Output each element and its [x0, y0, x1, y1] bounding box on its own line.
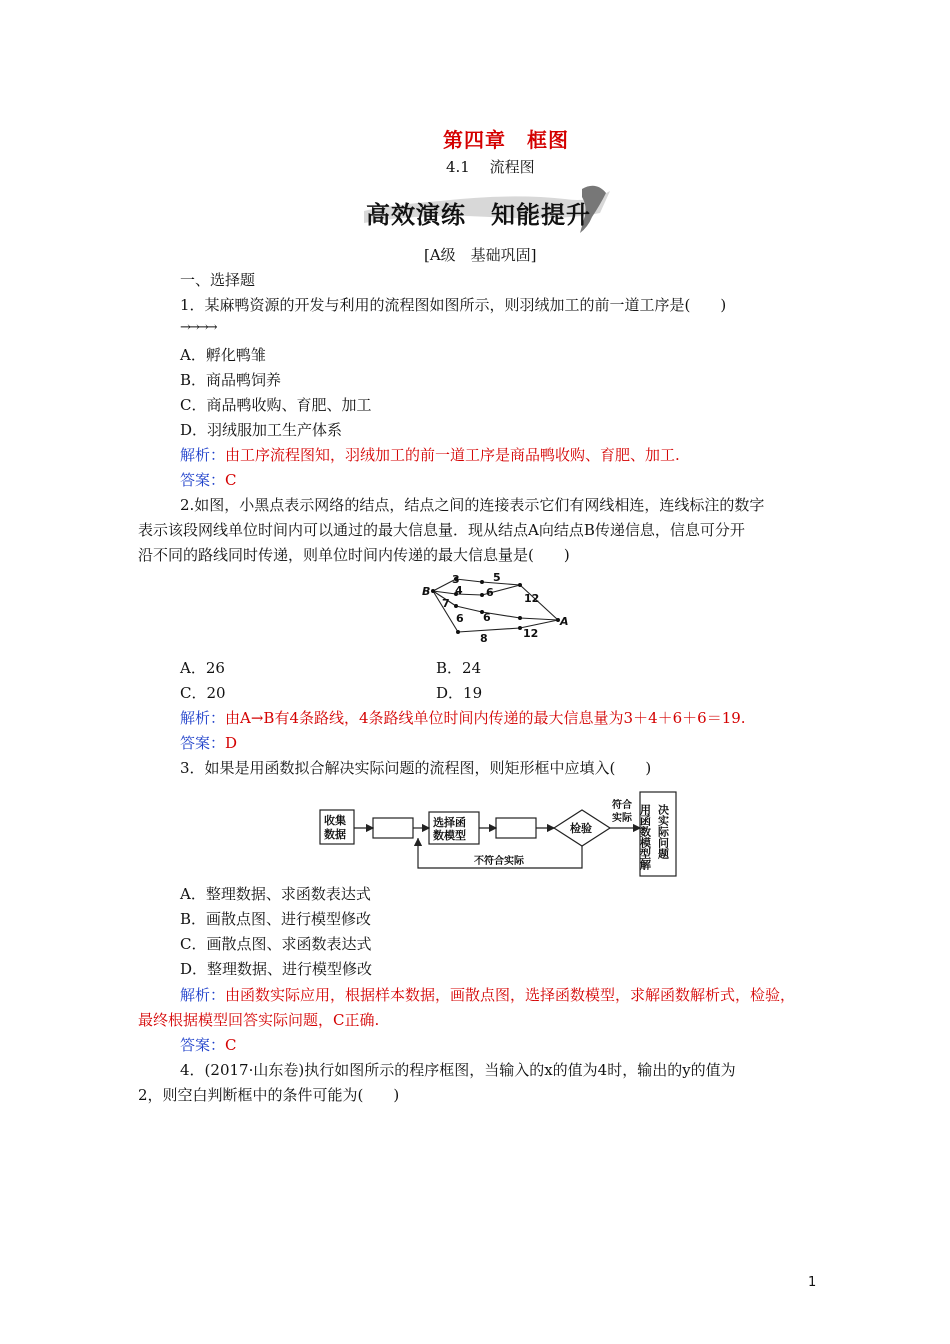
- flow-text: 用函数模型解: [638, 804, 652, 870]
- flow-text: 数据: [324, 828, 346, 841]
- part-heading: 一、选择题: [180, 271, 256, 289]
- q2-network-figure: [420, 570, 580, 646]
- answer-value: D: [225, 734, 238, 752]
- q1-arrows: →→→→: [180, 320, 216, 335]
- flow-text: 选择函: [433, 816, 466, 829]
- analysis-text: 由函数实际应用，根据样本数据，画散点图，选择函数模型，求解函数解析式，检验，: [225, 986, 796, 1004]
- analysis-label: 解析：: [180, 986, 226, 1004]
- q2-answer: [180, 733, 237, 753]
- q3-option-b: B．画散点图、进行模型修改: [180, 910, 372, 928]
- chapter-title: 第四章 框图: [443, 128, 569, 152]
- analysis-label: 解析：: [180, 709, 226, 727]
- edge-label: 6: [483, 611, 491, 624]
- edge-label: 5: [493, 571, 501, 584]
- q3-option-d: D．整理数据、进行模型修改: [180, 960, 373, 978]
- q1-answer: [180, 470, 237, 490]
- q2-option-a: A．26: [180, 659, 225, 677]
- q2-stem-line1: 2.如图，小黑点表示网络的结点，结点之间的连接表示它们有网线相连，连线标注的数字: [180, 496, 765, 514]
- answer-label: 答案：: [180, 1036, 226, 1054]
- analysis-text: 由工序流程图知，羽绒加工的前一道工序是商品鸭收购、育肥、加工.: [225, 446, 680, 464]
- q3-analysis: [180, 985, 795, 1005]
- q2-option-c: C．20: [180, 684, 226, 702]
- edge-label: 6: [456, 612, 464, 625]
- q2-option-b: B．24: [436, 659, 482, 677]
- network-node: [431, 589, 435, 593]
- q1-option-d: D．羽绒服加工生产体系: [180, 421, 343, 439]
- page-number: 1: [808, 1275, 817, 1290]
- flow-text: 数模型: [433, 829, 466, 842]
- edge-label: 12: [524, 592, 540, 605]
- edge-label: 6: [486, 586, 494, 599]
- q3-option-a: A．整理数据、求函数表达式: [180, 885, 371, 903]
- q1-analysis: [180, 445, 680, 465]
- network-node: [518, 626, 522, 630]
- flow-text: 收集: [324, 814, 346, 827]
- banner-text: 高效演练 知能提升: [366, 201, 591, 229]
- node-a-label: A: [560, 615, 569, 628]
- banner: [360, 183, 620, 237]
- q3-stem: 3．如果是用函数拟合解决实际问题的流程图，则矩形框中应填入( ): [180, 759, 652, 777]
- network-node: [454, 604, 458, 608]
- flow-text: 不符合实际: [474, 856, 524, 867]
- q1-option-c: C．商品鸭收购、育肥、加工: [180, 396, 372, 414]
- q1-stem: 1．某麻鸭资源的开发与利用的流程图如图所示，则羽绒加工的前一道工序是( ): [180, 296, 727, 314]
- q3-answer: [180, 1035, 237, 1055]
- q1-option-b: B．商品鸭饲养: [180, 371, 282, 389]
- q3-flowchart: [318, 786, 678, 878]
- q2-analysis: [180, 708, 746, 728]
- q2-option-d: D．19: [436, 684, 483, 702]
- flow-text: 检验: [570, 822, 592, 835]
- network-node: [456, 630, 460, 634]
- flow-text: 实际: [612, 813, 632, 824]
- flow-box-blank-1: [373, 818, 413, 838]
- q3-analysis-line2: 最终根据模型回答实际问题，C正确.: [138, 1011, 380, 1029]
- q4-stem-line1: 4．(2017·山东卷)执行如图所示的程序框图，当输入的x的值为4时，输出的y的值为: [180, 1061, 736, 1079]
- edge-label: 7: [442, 597, 450, 610]
- edge-label: 12: [523, 627, 539, 640]
- q4-stem-line2: 2，则空白判断框中的条件可能为( ): [138, 1086, 400, 1104]
- q2-stem-line2: 表示该段网线单位时间内可以通过的最大信息量．现从结点A向结点B传递信息，信息可分开: [138, 521, 745, 539]
- answer-label: 答案：: [180, 471, 226, 489]
- edge-label: 8: [480, 632, 488, 645]
- flow-box-blank-2: [496, 818, 536, 838]
- network-node: [518, 616, 522, 620]
- q2-stem-line3: 沿不同的路线同时传递，则单位时间内传递的最大信息量是( ): [138, 546, 570, 564]
- edge-label: 4: [455, 584, 463, 597]
- q1-option-a: A．孵化鸭雏: [180, 346, 266, 364]
- edge-label: 3: [452, 573, 460, 586]
- analysis-label: 解析：: [180, 446, 226, 464]
- network-node: [518, 583, 522, 587]
- section-title: 4.1 流程图: [446, 158, 535, 176]
- level-label: [A级 基础巩固]: [424, 246, 537, 264]
- answer-label: 答案：: [180, 734, 226, 752]
- analysis-text: 由A→B有4条路线，4条路线单位时间内传递的最大信息量为3＋4＋6＋6＝19.: [225, 709, 746, 727]
- q3-option-c: C．画散点图、求函数表达式: [180, 935, 372, 953]
- answer-value: C: [225, 471, 237, 489]
- network-node: [480, 593, 484, 597]
- flow-text: 符合: [612, 800, 632, 811]
- network-node: [480, 580, 484, 584]
- flow-text: 决实际问题: [656, 804, 670, 859]
- answer-value: C: [225, 1036, 237, 1054]
- node-b-label: B: [422, 585, 431, 598]
